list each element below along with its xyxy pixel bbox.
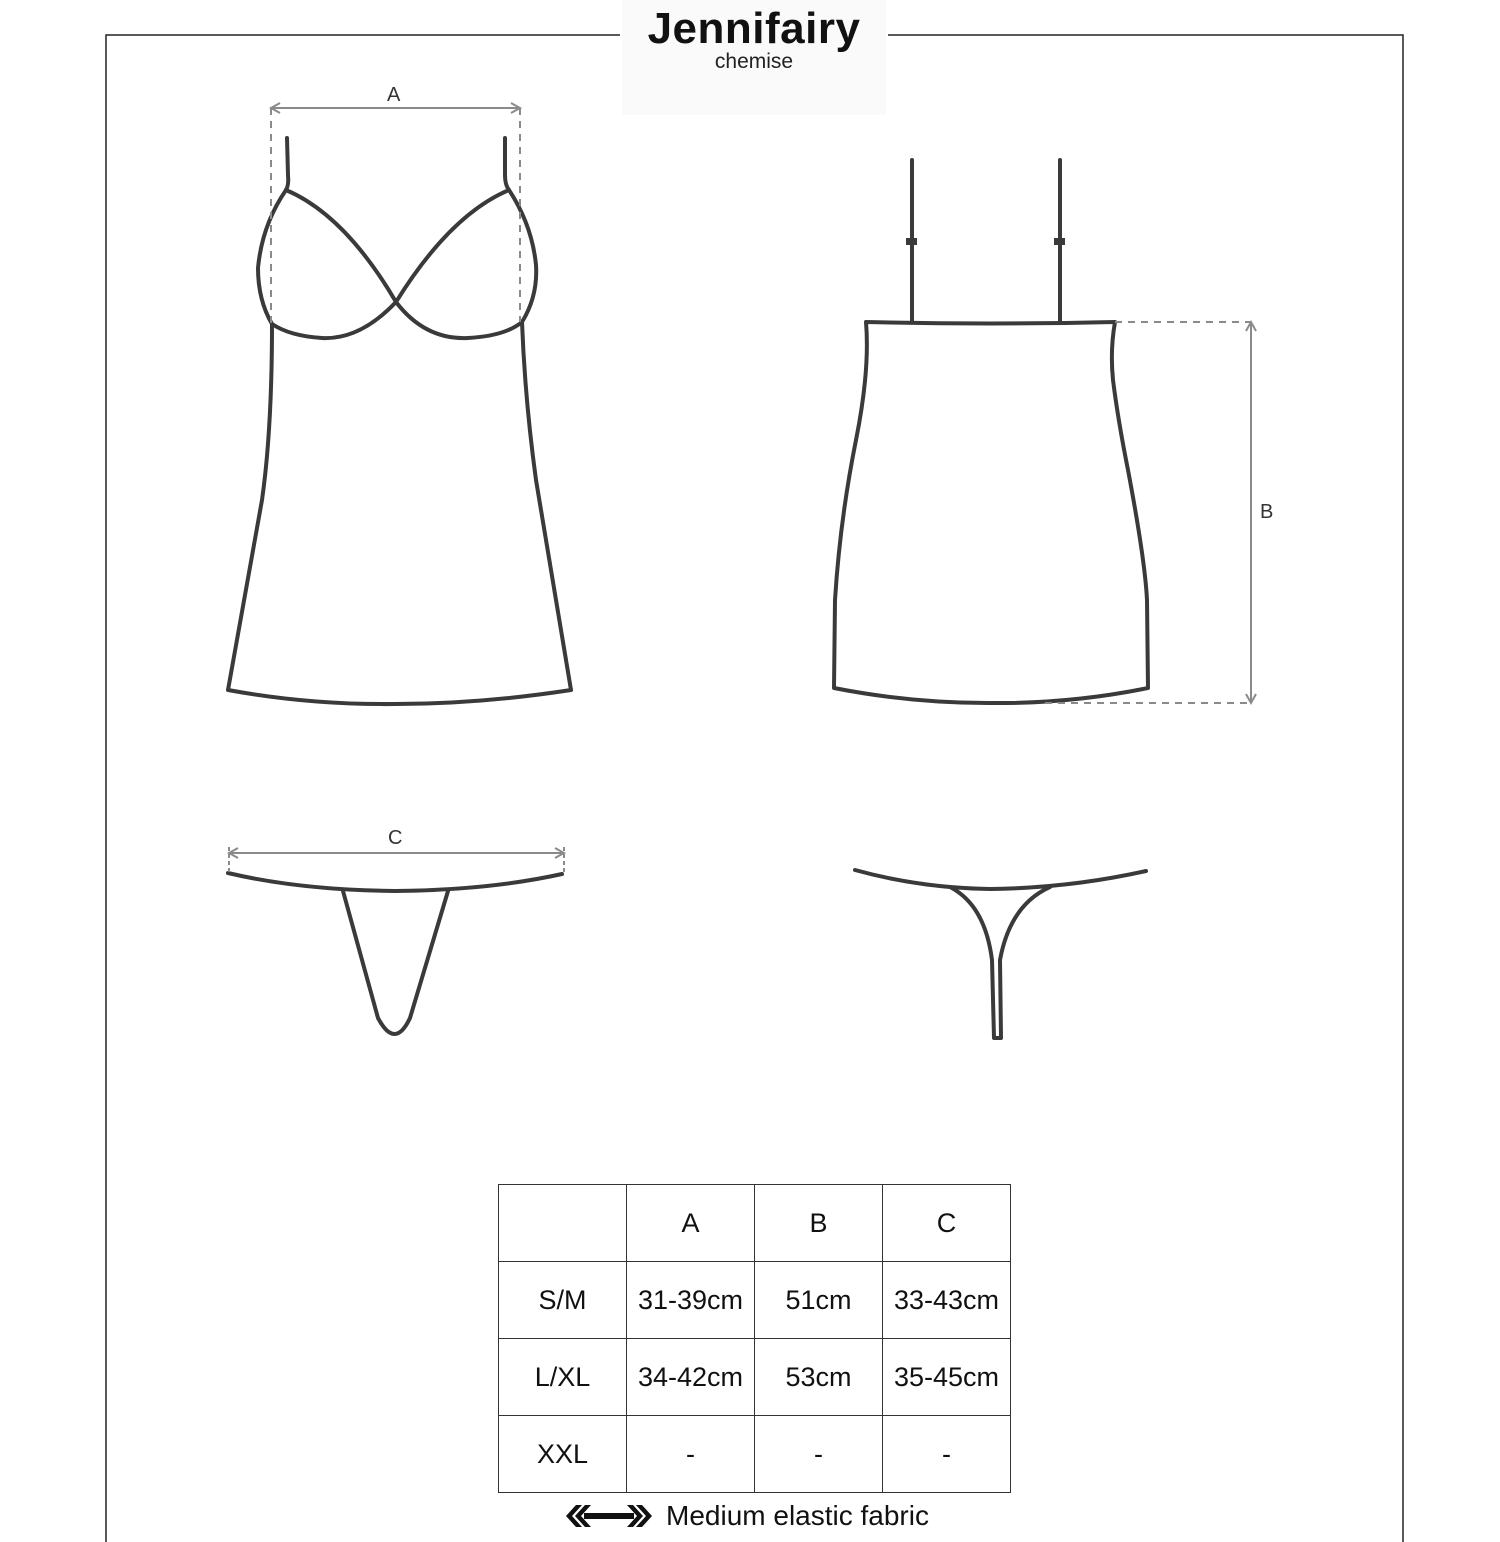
- brand-title: Jennifairy: [647, 4, 861, 53]
- thong-front-drawing: [228, 873, 562, 1034]
- table-row: [499, 1262, 1011, 1339]
- dimension-a-marker: [271, 103, 520, 324]
- dimension-b-label: B: [1260, 501, 1274, 523]
- size-cell: XXL: [499, 1416, 627, 1493]
- table-header-cell: A: [627, 1185, 755, 1262]
- dimension-c-label: C: [388, 827, 403, 849]
- size-table: [498, 1184, 1011, 1493]
- table-cell: 53cm: [755, 1339, 883, 1416]
- table-header-row: [499, 1185, 1011, 1262]
- table-row: [499, 1339, 1011, 1416]
- fabric-note: [566, 1500, 929, 1532]
- size-cell: S/M: [499, 1262, 627, 1339]
- dimension-a-label: A: [387, 84, 401, 106]
- table-cell: -: [755, 1416, 883, 1493]
- dimension-b-marker: [1045, 322, 1256, 703]
- chemise-front-drawing: [228, 138, 571, 704]
- table-cell: 51cm: [755, 1262, 883, 1339]
- brand-header: [622, 0, 886, 115]
- table-cell: 35-45cm: [883, 1339, 1011, 1416]
- table-header-cell: [499, 1185, 627, 1262]
- chemise-back-drawing: [834, 160, 1148, 703]
- table-cell: 33-43cm: [883, 1262, 1011, 1339]
- table-cell: 34-42cm: [627, 1339, 755, 1416]
- table-cell: -: [883, 1416, 1011, 1493]
- table-cell: -: [627, 1416, 755, 1493]
- table-row: [499, 1416, 1011, 1493]
- product-subtitle: chemise: [714, 50, 794, 73]
- dimension-c-marker: [229, 847, 564, 874]
- table-cell: 31-39cm: [627, 1262, 755, 1339]
- double-arrow-icon: [566, 1503, 652, 1529]
- size-cell: L/XL: [499, 1339, 627, 1416]
- table-header-cell: C: [883, 1185, 1011, 1262]
- thong-back-drawing: [855, 870, 1146, 1038]
- table-header-cell: B: [755, 1185, 883, 1262]
- fabric-label: Medium elastic fabric: [666, 1500, 929, 1531]
